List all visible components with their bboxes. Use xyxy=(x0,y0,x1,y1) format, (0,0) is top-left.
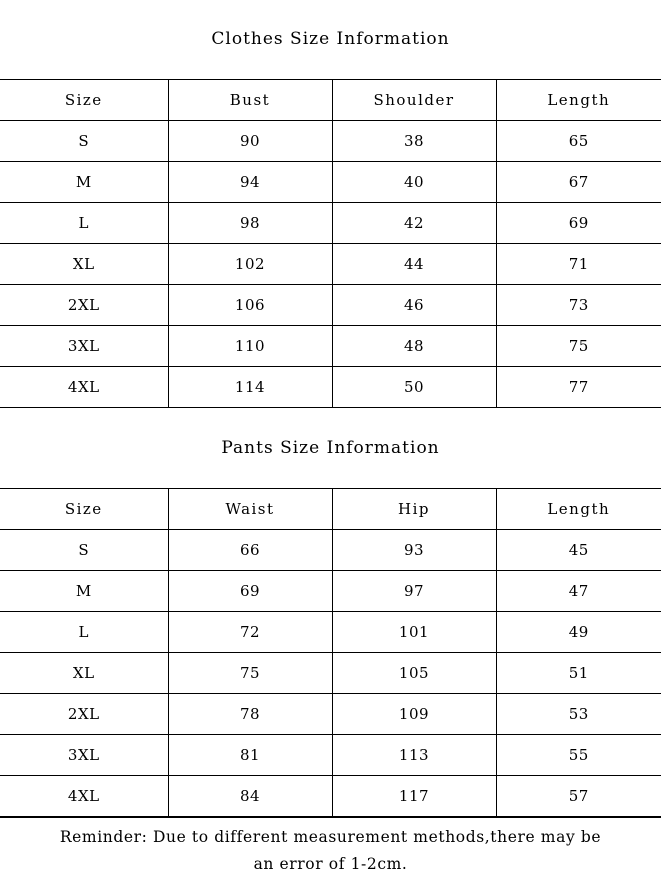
cell-shoulder: 50 xyxy=(332,367,496,408)
cell-size: 2XL xyxy=(0,694,168,735)
cell-size: 4XL xyxy=(0,367,168,408)
cell-hip: 97 xyxy=(332,571,496,612)
cell-length: 77 xyxy=(496,367,661,408)
cell-hip: 113 xyxy=(332,735,496,776)
reminder-line-2: an error of 1-2cm. xyxy=(253,855,408,873)
table-row xyxy=(0,530,661,571)
cell-hip: 105 xyxy=(332,653,496,694)
cell-hip: 93 xyxy=(332,530,496,571)
cell-waist: 84 xyxy=(168,776,332,817)
table-row xyxy=(0,612,661,653)
cell-size: XL xyxy=(0,244,168,285)
column-header: Size xyxy=(0,80,168,121)
table-header-row xyxy=(0,80,661,121)
clothes-table-title: Clothes Size Information xyxy=(211,29,450,49)
table-row xyxy=(0,367,661,408)
table-row xyxy=(0,735,661,776)
cell-size: M xyxy=(0,571,168,612)
table-row xyxy=(0,162,661,203)
reminder-line-1: Reminder: Due to different measurement methods,there may be xyxy=(59,828,602,846)
cell-bust: 102 xyxy=(168,244,332,285)
table-row xyxy=(0,244,661,285)
column-header: Hip xyxy=(332,489,496,530)
cell-bust: 106 xyxy=(168,285,332,326)
cell-hip: 109 xyxy=(332,694,496,735)
cell-waist: 69 xyxy=(168,571,332,612)
cell-length: 69 xyxy=(496,203,661,244)
column-header: Shoulder xyxy=(332,80,496,121)
cell-size: 2XL xyxy=(0,285,168,326)
cell-length: 51 xyxy=(496,653,661,694)
cell-hip: 117 xyxy=(332,776,496,817)
cell-bust: 114 xyxy=(168,367,332,408)
cell-length: 75 xyxy=(496,326,661,367)
cell-shoulder: 40 xyxy=(332,162,496,203)
cell-length: 67 xyxy=(496,162,661,203)
cell-bust: 94 xyxy=(168,162,332,203)
cell-hip: 101 xyxy=(332,612,496,653)
table-row xyxy=(0,571,661,612)
cell-waist: 78 xyxy=(168,694,332,735)
cell-length: 57 xyxy=(496,776,661,817)
cell-waist: 66 xyxy=(168,530,332,571)
cell-size: S xyxy=(0,121,168,162)
cell-shoulder: 38 xyxy=(332,121,496,162)
cell-shoulder: 48 xyxy=(332,326,496,367)
cell-waist: 81 xyxy=(168,735,332,776)
column-header: Length xyxy=(496,80,661,121)
column-header: Waist xyxy=(168,489,332,530)
column-header: Length xyxy=(496,489,661,530)
clothes-size-table xyxy=(0,79,661,408)
table-header-row xyxy=(0,489,661,530)
table-row xyxy=(0,694,661,735)
cell-size: 3XL xyxy=(0,735,168,776)
cell-size: 4XL xyxy=(0,776,168,817)
table-row xyxy=(0,121,661,162)
cell-bust: 98 xyxy=(168,203,332,244)
pants-size-table xyxy=(0,488,661,817)
cell-length: 65 xyxy=(496,121,661,162)
cell-length: 53 xyxy=(496,694,661,735)
cell-size: L xyxy=(0,203,168,244)
cell-length: 49 xyxy=(496,612,661,653)
cell-length: 47 xyxy=(496,571,661,612)
pants-table-title: Pants Size Information xyxy=(221,438,440,458)
table-row xyxy=(0,776,661,817)
cell-size: XL xyxy=(0,653,168,694)
table-row xyxy=(0,203,661,244)
cell-waist: 72 xyxy=(168,612,332,653)
cell-size: S xyxy=(0,530,168,571)
cell-size: L xyxy=(0,612,168,653)
cell-size: 3XL xyxy=(0,326,168,367)
cell-length: 45 xyxy=(496,530,661,571)
cell-bust: 110 xyxy=(168,326,332,367)
column-header: Bust xyxy=(168,80,332,121)
cell-shoulder: 42 xyxy=(332,203,496,244)
cell-length: 55 xyxy=(496,735,661,776)
cell-bust: 90 xyxy=(168,121,332,162)
table-row xyxy=(0,285,661,326)
cell-waist: 75 xyxy=(168,653,332,694)
cell-shoulder: 46 xyxy=(332,285,496,326)
column-header: Size xyxy=(0,489,168,530)
table-row xyxy=(0,653,661,694)
cell-size: M xyxy=(0,162,168,203)
cell-length: 71 xyxy=(496,244,661,285)
cell-shoulder: 44 xyxy=(332,244,496,285)
table-row xyxy=(0,326,661,367)
cell-length: 73 xyxy=(496,285,661,326)
reminder-note xyxy=(0,817,661,878)
